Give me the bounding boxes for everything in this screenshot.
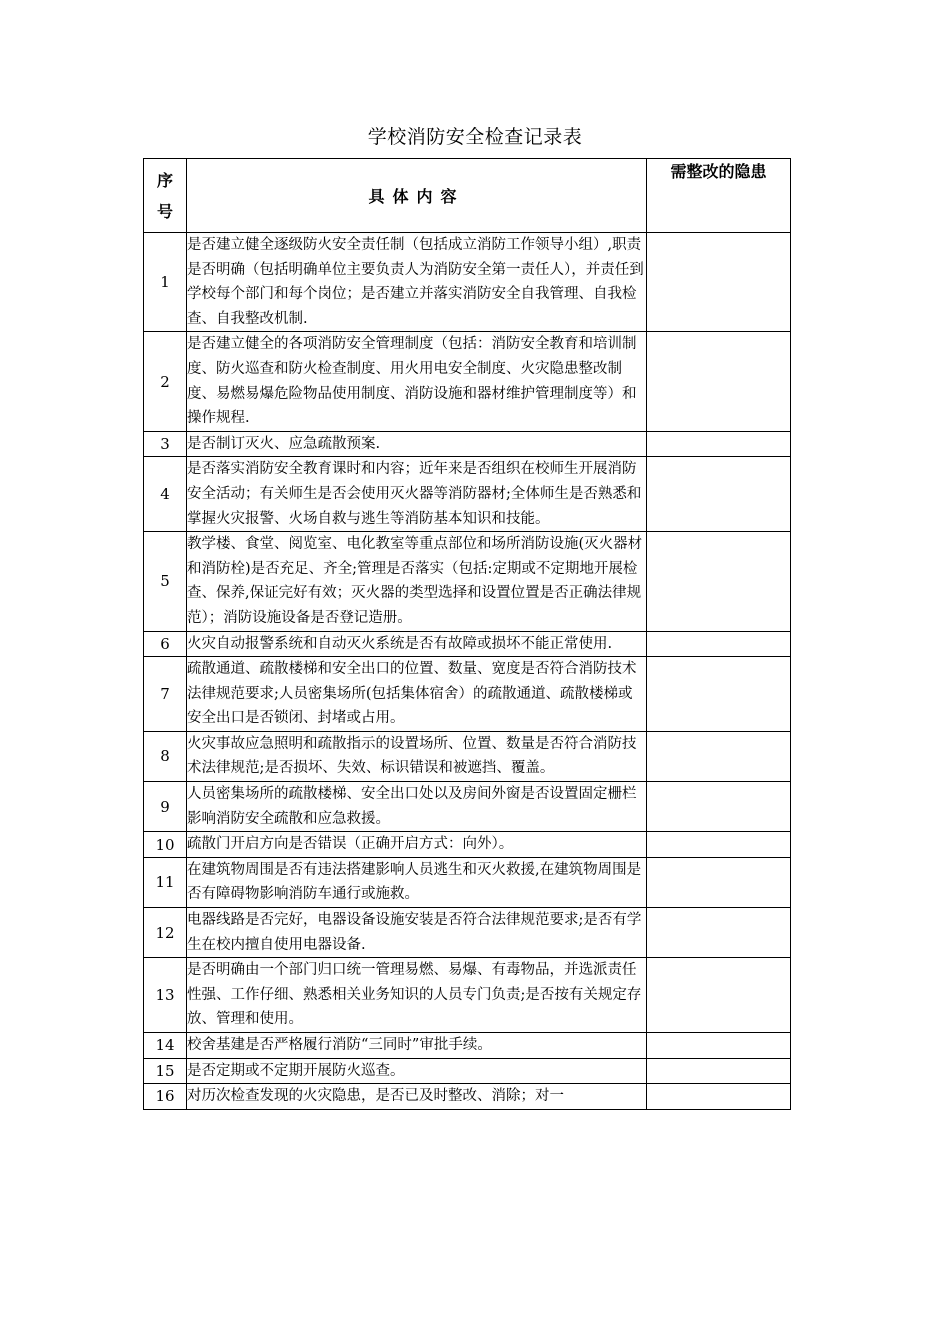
table-row — [144, 657, 791, 732]
row-hazard-cell[interactable] — [647, 1033, 791, 1059]
row-number: 4 — [144, 457, 187, 532]
row-content: 在建筑物周围是否有违法搭建影响人员逃生和灭火救援,在建筑物周围是否有障碍物影响消防车通行或施救。 — [187, 857, 647, 907]
row-number: 16 — [144, 1084, 187, 1110]
table-row — [144, 731, 791, 781]
row-content: 疏散通道、疏散楼梯和安全出口的位置、数量、宽度是否符合消防技术法律规范要求;人员密集场所(包括集体宿舍）的疏散通道、疏散楼梯或安全出口是否锁闭、封堵或占用。 — [187, 657, 647, 732]
row-content: 是否建立健全的各项消防安全管理制度（包括：消防安全教育和培训制度、防火巡查和防火检查制度、用火用电安全制度、火灾隐患整改制度、易燃易爆危险物品使用制度、消防设施和器材维护管理制度等）和操作规程. — [187, 332, 647, 431]
table-row — [144, 958, 791, 1033]
row-hazard-cell[interactable] — [647, 857, 791, 907]
inspection-table — [143, 158, 791, 1110]
table-row — [144, 832, 791, 858]
table-row — [144, 1058, 791, 1084]
row-content: 是否制订灭火、应急疏散预案. — [187, 431, 647, 457]
row-hazard-cell[interactable] — [647, 631, 791, 657]
row-hazard-cell[interactable] — [647, 782, 791, 832]
row-number: 5 — [144, 532, 187, 631]
row-content: 对历次检查发现的火灾隐患，是否已及时整改、消除；对一 — [187, 1084, 647, 1110]
row-content: 火灾事故应急照明和疏散指示的设置场所、位置、数量是否符合消防技术法律规范;是否损坏、失效、标识错误和被遮挡、覆盖。 — [187, 731, 647, 781]
table-row — [144, 908, 791, 958]
row-number: 7 — [144, 657, 187, 732]
table-row — [144, 532, 791, 631]
row-content: 校舍基建是否严格履行消防“三同时”审批手续。 — [187, 1033, 647, 1059]
row-hazard-cell[interactable] — [647, 731, 791, 781]
table-row — [144, 332, 791, 431]
row-number: 2 — [144, 332, 187, 431]
row-content: 疏散门开启方向是否错误（正确开启方式：向外）。 — [187, 832, 647, 858]
row-hazard-cell[interactable] — [647, 233, 791, 332]
row-hazard-cell[interactable] — [647, 332, 791, 431]
row-content: 教学楼、食堂、阅览室、电化教室等重点部位和场所消防设施(灭火器材和消防栓)是否充足、齐全;管理是否落实（包括:定期或不定期地开展检查、保养,保证完好有效；灭火器的类型选择和设置位置是否正确法律规范）；消防设施设备是否登记造册。 — [187, 532, 647, 631]
table-header-row — [144, 159, 791, 233]
row-number: 11 — [144, 857, 187, 907]
row-hazard-cell[interactable] — [647, 832, 791, 858]
row-hazard-cell[interactable] — [647, 908, 791, 958]
row-content: 是否定期或不定期开展防火巡查。 — [187, 1058, 647, 1084]
table-row — [144, 431, 791, 457]
header-number — [144, 159, 187, 233]
row-content: 是否落实消防安全教育课时和内容；近年来是否组织在校师生开展消防安全活动；有关师生是否会使用灭火器等消防器材;全体师生是否熟悉和掌握火灾报警、火场自救与逃生等消防基本知识和技能。 — [187, 457, 647, 532]
row-hazard-cell[interactable] — [647, 532, 791, 631]
row-number: 12 — [144, 908, 187, 958]
row-number: 9 — [144, 782, 187, 832]
table-row — [144, 1033, 791, 1059]
row-hazard-cell[interactable] — [647, 958, 791, 1033]
row-number: 13 — [144, 958, 187, 1033]
row-number: 1 — [144, 233, 187, 332]
row-hazard-cell[interactable] — [647, 1084, 791, 1110]
table-row — [144, 1084, 791, 1110]
table-row — [144, 233, 791, 332]
row-number: 15 — [144, 1058, 187, 1084]
row-content: 人员密集场所的疏散楼梯、安全出口处以及房间外窗是否设置固定栅栏影响消防安全疏散和应急救援。 — [187, 782, 647, 832]
row-number: 10 — [144, 832, 187, 858]
document-title: 学校消防安全检查记录表 — [367, 126, 583, 148]
table-row — [144, 782, 791, 832]
row-hazard-cell[interactable] — [647, 457, 791, 532]
header-content: 具体内容 — [187, 159, 647, 233]
row-content: 火灾自动报警系统和自动灭火系统是否有故障或损坏不能正常使用. — [187, 631, 647, 657]
row-number: 14 — [144, 1033, 187, 1059]
row-content: 电器线路是否完好，电器设备设施安装是否符合法律规范要求;是否有学生在校内擅自使用电器设备. — [187, 908, 647, 958]
table-row — [144, 857, 791, 907]
row-hazard-cell[interactable] — [647, 657, 791, 732]
header-number-line1: 序 — [156, 170, 173, 190]
row-content: 是否建立健全逐级防火安全责任制（包括成立消防工作领导小组）,职责是否明确（包括明确单位主要负责人为消防安全第一责任人），并责任到学校每个部门和每个岗位；是否建立并落实消防安全自我管理、自我检查、自我整改机制. — [187, 233, 647, 332]
row-hazard-cell[interactable] — [647, 1058, 791, 1084]
header-hazard: 需整改的隐患 — [647, 159, 791, 233]
table-row — [144, 457, 791, 532]
table-row — [144, 631, 791, 657]
row-number: 6 — [144, 631, 187, 657]
row-number: 3 — [144, 431, 187, 457]
row-content: 是否明确由一个部门归口统一管理易燃、易爆、有毒物品，并选派责任性强、工作仔细、熟悉相关业务知识的人员专门负责;是否按有关规定存放、管理和使用。 — [187, 958, 647, 1033]
header-number-line2: 号 — [156, 201, 173, 221]
row-hazard-cell[interactable] — [647, 431, 791, 457]
row-number: 8 — [144, 731, 187, 781]
